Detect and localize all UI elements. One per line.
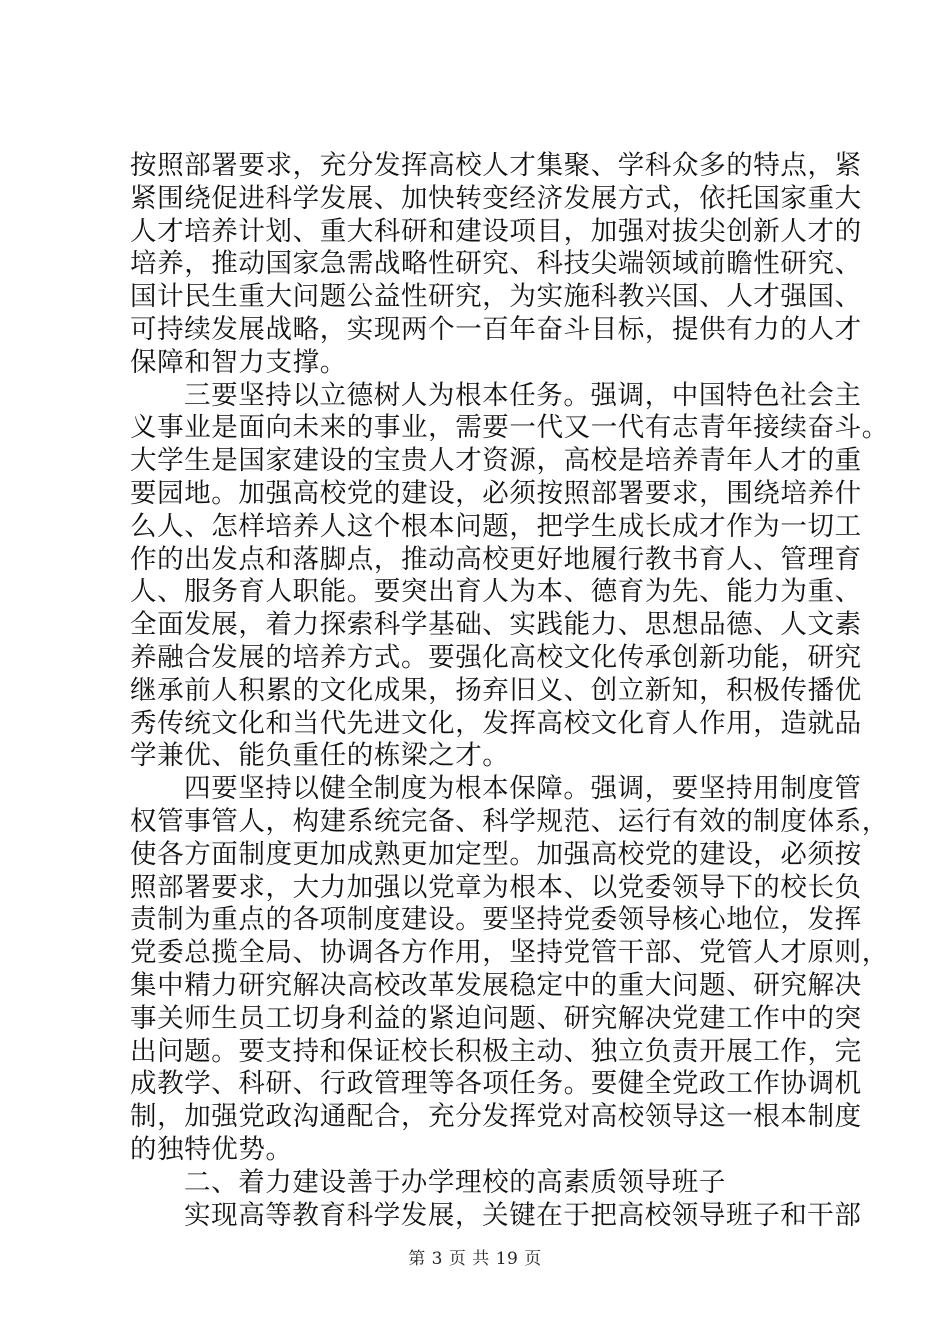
text-line: 国计民生重大问题公益性研究，为实施科教兴国、人才强国、	[130, 281, 862, 313]
text-line: 人才培养计划、重大科研和建设项目，加强对拔尖创新人才的	[130, 215, 862, 247]
text-line: 秀传统文化和当代先进文化，发挥高校文化育人作用，造就品	[130, 707, 862, 739]
text-line: 大学生是国家建设的宝贵人才资源，高校是培养青年人才的重	[130, 445, 862, 477]
paragraph-start-line: 四要坚持以健全制度为根本保障。强调，要坚持用制度管	[184, 773, 862, 805]
paragraph-start-line: 三要坚持以立德树人为根本任务。强调，中国特色社会主	[184, 379, 862, 411]
paragraph-start-line: 实现高等教育科学发展，关键在于把高校领导班子和干部	[184, 1199, 862, 1231]
text-line: 党委总揽全局、协调各方作用，坚持党管干部、党管人才原则，	[130, 937, 889, 969]
document-body	[130, 150, 889, 1232]
text-line: 人、服务育人职能。要突出育人为本、德育为先、能力为重、	[130, 576, 862, 608]
text-line: 学兼优、能负重任的栋梁之才。	[130, 740, 510, 772]
text-line: 按照部署要求，充分发挥高校人才集聚、学科众多的特点，紧	[130, 150, 862, 181]
text-line: 全面发展，着力探索科学基础、实践能力、思想品德、人文素	[130, 609, 862, 641]
text-line: 照部署要求，大力加强以党章为根本、以党委领导下的校长负	[130, 871, 862, 903]
text-line: 义事业是面向未来的事业，需要一代又一代有志青年接续奋斗。	[130, 412, 889, 444]
page-number-footer: 第 3 页 共 19 页	[408, 1249, 542, 1269]
text-line: 权管事管人，构建系统完备、科学规范、运行有效的制度体系，	[130, 805, 889, 837]
text-line: 养融合发展的培养方式。要强化高校文化传承创新功能，研究	[130, 641, 862, 673]
text-line: 制，加强党政沟通配合，充分发挥党对高校领导这一根本制度	[130, 1101, 862, 1133]
text-line: 作的出发点和落脚点，推动高校更好地履行教书育人、管理育	[130, 543, 862, 575]
text-line: 责制为重点的各项制度建设。要坚持党委领导核心地位，发挥	[130, 904, 862, 936]
text-line: 培养，推动国家急需战略性研究、科技尖端领域前瞻性研究、	[130, 248, 862, 280]
text-line: 可持续发展战略，实现两个一百年奋斗目标，提供有力的人才	[130, 313, 862, 345]
text-line: 保障和智力支撑。	[130, 346, 347, 378]
text-line: 紧围绕促进科学发展、加快转变经济发展方式，依托国家重大	[130, 182, 862, 214]
text-line: 么人、怎样培养人这个根本问题，把学生成长成才作为一切工	[130, 510, 862, 542]
text-line: 集中精力研究解决高校改革发展稳定中的重大问题、研究解决	[130, 969, 862, 1001]
text-line: 成教学、科研、行政管理等各项任务。要健全党政工作协调机	[130, 1068, 862, 1100]
text-line: 要园地。加强高校党的建设，必须按照部署要求，围绕培养什	[130, 477, 862, 509]
section-heading: 二、着力建设善于办学理校的高素质领导班子	[184, 1166, 726, 1198]
text-line: 使各方面制度更加成熟更加定型。加强高校党的建设，必须按	[130, 838, 862, 870]
text-line: 的独特优势。	[130, 1133, 293, 1165]
text-line: 出问题。要支持和保证校长积极主动、独立负责开展工作，完	[130, 1035, 862, 1067]
text-line: 继承前人积累的文化成果，扬弃旧义、创立新知，积极传播优	[130, 674, 862, 706]
text-line: 事关师生员工切身利益的紧迫问题、研究解决党建工作中的突	[130, 1002, 862, 1034]
